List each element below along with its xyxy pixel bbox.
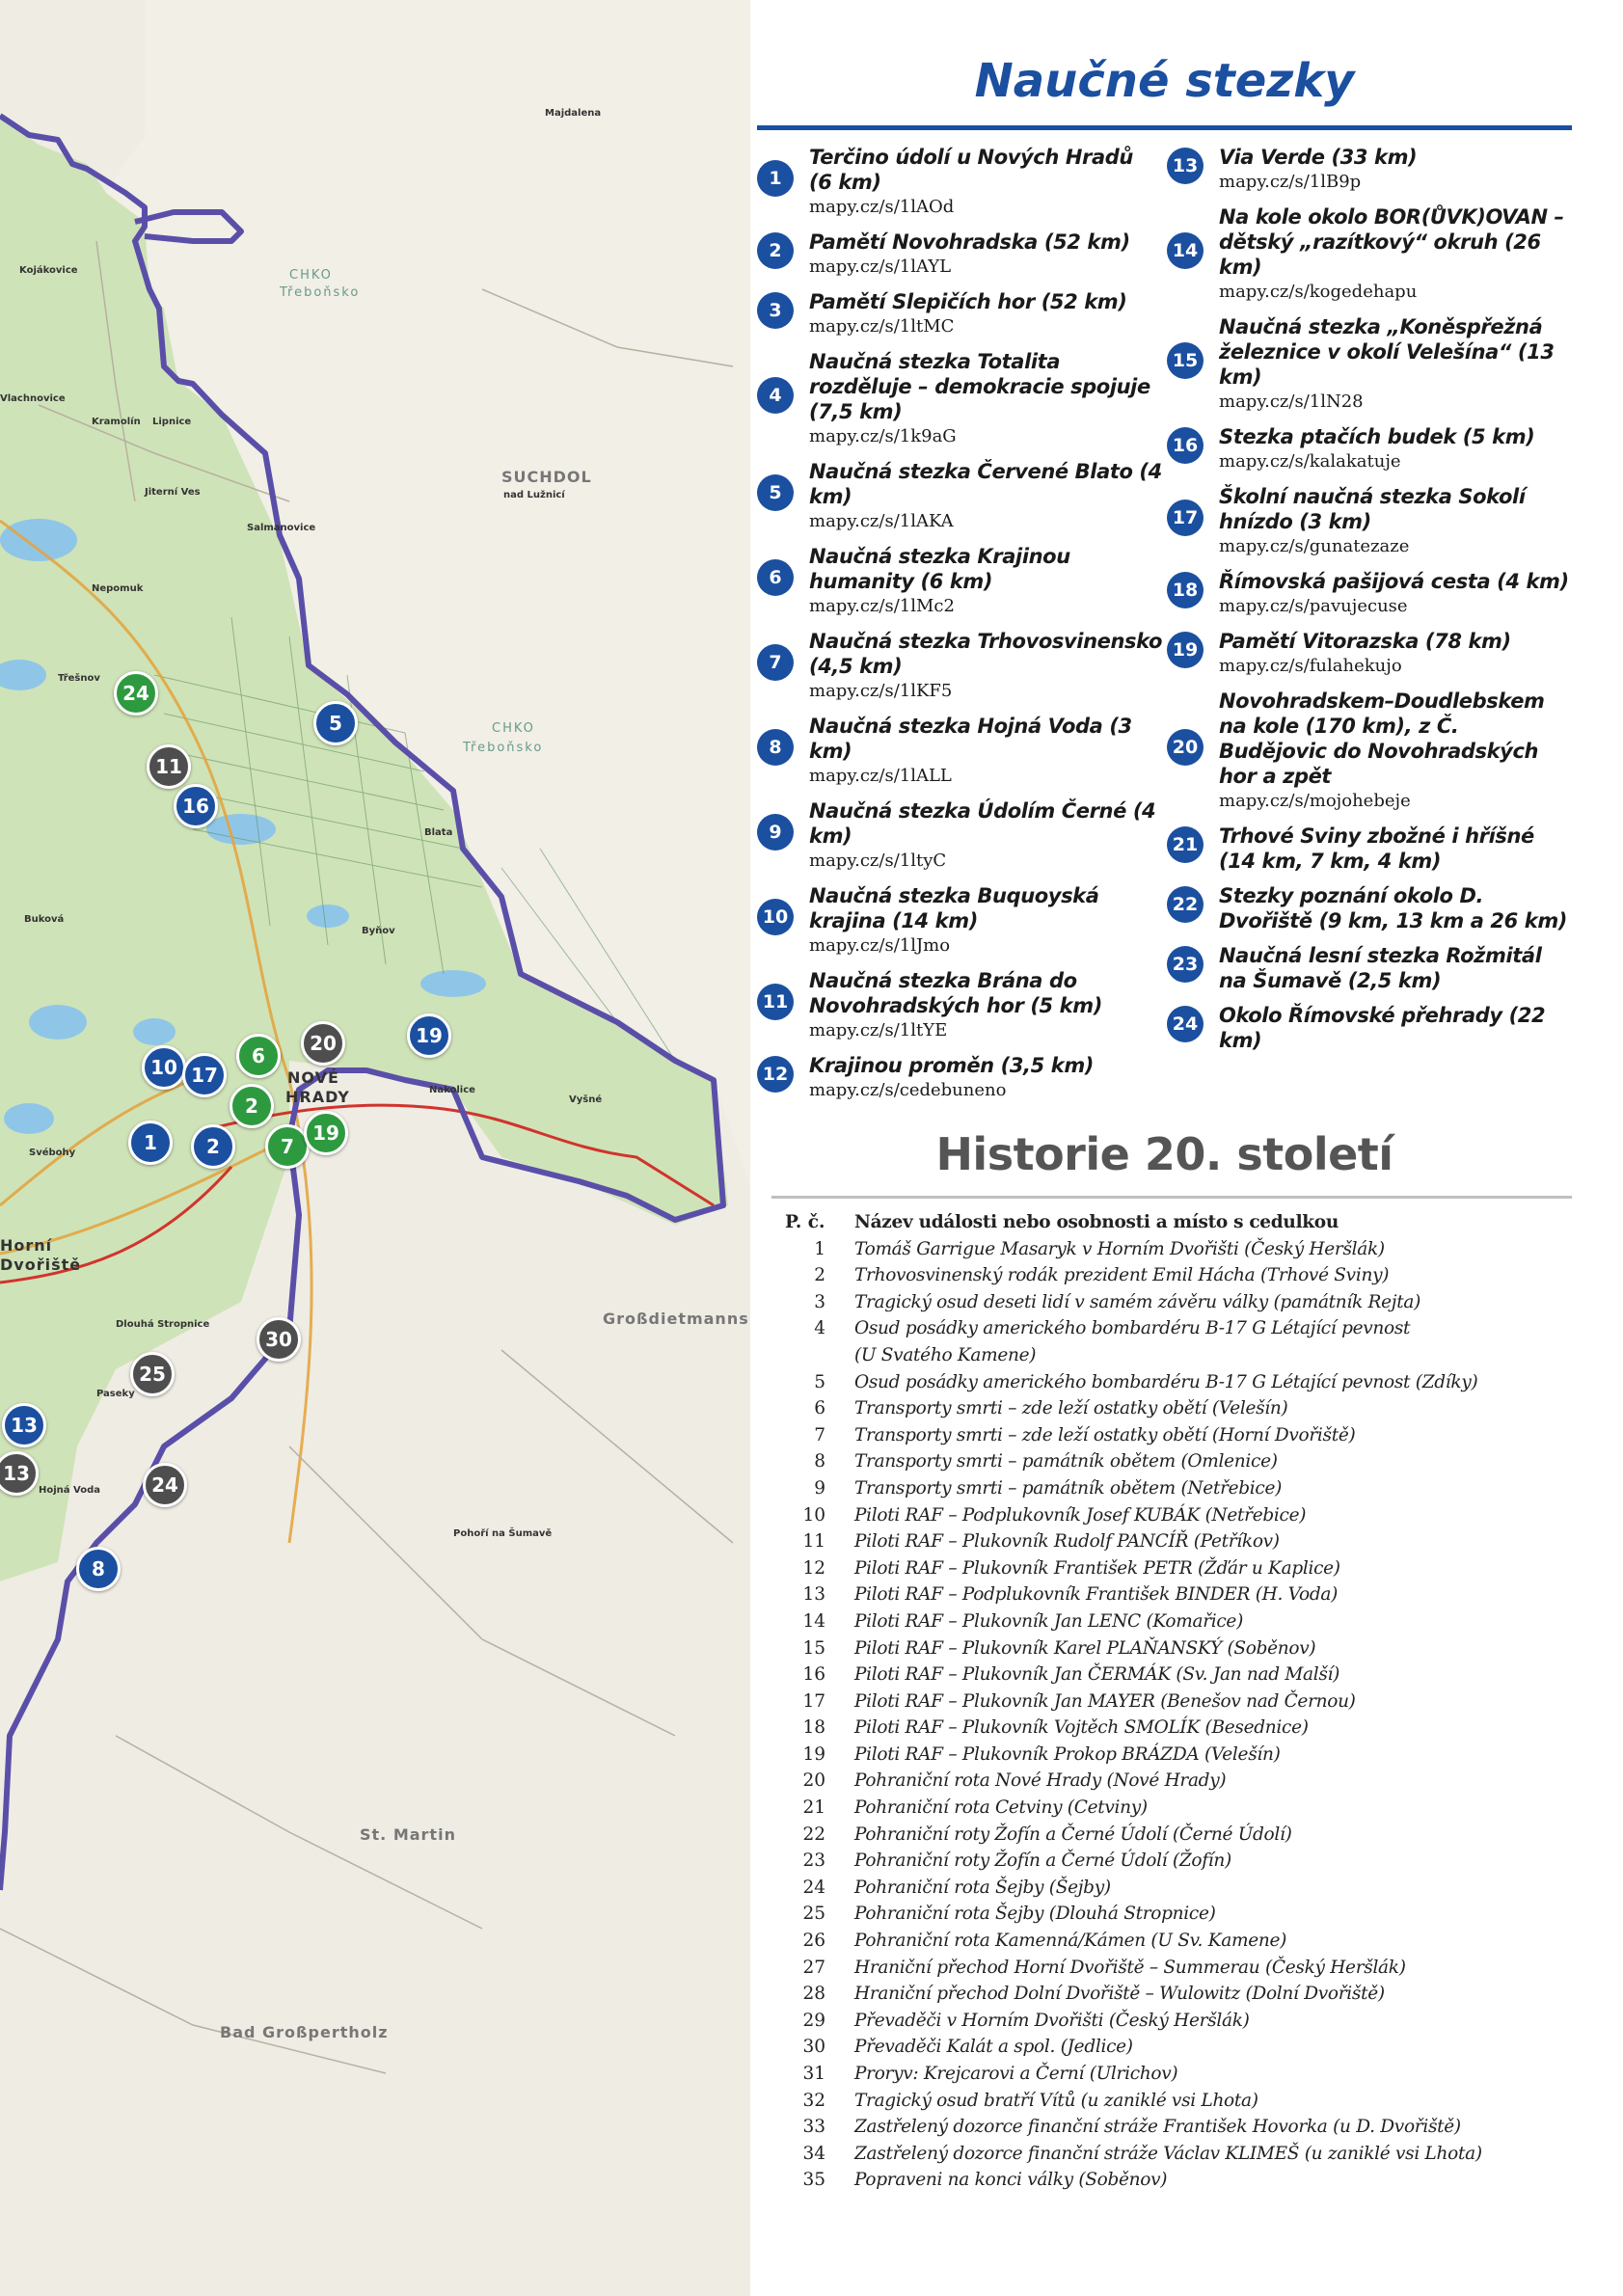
row-text: Pohraniční rota Kamenná/Kámen (U Sv. Kamene) <box>854 1931 1287 1952</box>
map-label: Nakolice <box>429 1085 475 1095</box>
row-text: Trhovosvinenský rodák prezident Emil Hácha (Trhové Sviny) <box>854 1265 1390 1286</box>
map-label: Pohoří na Šumavě <box>453 1528 553 1539</box>
table-row <box>777 1848 1578 1875</box>
row-number: 10 <box>802 1504 825 1526</box>
table-row <box>777 1262 1578 1289</box>
row-number: 1 <box>814 1238 825 1259</box>
trail-name: Okolo Římovské přehrady (22 km) <box>1219 1004 1546 1052</box>
trail-name: Na kole okolo BOR(ŮVK)OVAN – dětský „razítkový“ okruh (26 km) <box>1219 205 1564 279</box>
trail-item <box>1167 424 1572 474</box>
row-text: Tragický osud bratří Vítů (u zaniklé vsi Lhota) <box>854 2090 1258 2111</box>
map-marker[interactable]: 16 <box>174 784 218 828</box>
history-table <box>777 1209 1578 2194</box>
trail-number-badge: 1 <box>757 160 794 197</box>
row-text: Osud posádky amerického bombardéru B-17 G Létající pevnost (Zdíky) <box>854 1371 1478 1392</box>
table-row <box>777 1901 1578 1928</box>
trail-item <box>757 459 1162 534</box>
trail-number-badge: 19 <box>1167 632 1204 668</box>
table-row <box>777 1795 1578 1822</box>
row-number: 24 <box>802 1877 825 1898</box>
row-number: 32 <box>802 2090 825 2111</box>
trail-number-badge: 7 <box>757 644 794 681</box>
row-text: Piloti RAF – Plukovník František PETR (Žďár u Kaplice) <box>854 1557 1340 1579</box>
row-text: Transporty smrti – zde leží ostatky obětí (Velešín) <box>854 1398 1288 1419</box>
trail-link[interactable]: mapy.cz/s/1lAYL <box>809 257 952 277</box>
map-label: Blata <box>424 827 453 838</box>
trail-item <box>1167 145 1572 195</box>
trail-name: Stezka ptačích budek (5 km) <box>1219 425 1535 448</box>
table-row <box>777 1742 1578 1769</box>
row-text: Osud posádky amerického bombardéru B-17 G Létající pevnost <box>854 1318 1411 1339</box>
map-base <box>0 0 750 2296</box>
table-row <box>777 1422 1578 1449</box>
map-marker[interactable]: 13 <box>0 1451 39 1496</box>
trail-name: Naučná stezka Totalita rozděluje – demokracie spojuje (7,5 km) <box>809 350 1150 423</box>
trail-number-badge: 9 <box>757 814 794 851</box>
table-row <box>777 1661 1578 1688</box>
trail-link[interactable]: mapy.cz/s/1lMc2 <box>809 596 955 616</box>
map-marker[interactable]: 13 <box>2 1403 46 1447</box>
map-panel[interactable] <box>0 0 750 2296</box>
map-label: Vlachnovice <box>0 393 66 404</box>
map-label: Bad Großpertholz <box>220 2023 389 2041</box>
table-row <box>777 1688 1578 1715</box>
table-row <box>777 2167 1578 2194</box>
row-number: 16 <box>802 1664 825 1686</box>
row-number: 7 <box>814 1424 825 1445</box>
map-label: St. Martin <box>360 1825 456 1844</box>
map-marker[interactable]: 20 <box>301 1021 345 1066</box>
trail-number-badge: 18 <box>1167 572 1204 608</box>
row-text: Piloti RAF – Plukovník Karel PLAŇANSKÝ (Soběnov) <box>854 1637 1316 1659</box>
trail-number-badge: 22 <box>1167 886 1204 923</box>
row-text: (U Svatého Kamene) <box>854 1344 1037 1365</box>
map-label: CHKO <box>289 268 333 283</box>
trail-link[interactable]: mapy.cz/s/1ltyC <box>809 851 947 871</box>
trail-number-badge: 21 <box>1167 826 1204 863</box>
map-label: Horní <box>0 1236 53 1255</box>
row-text: Pohraniční rota Nové Hrady (Nové Hrady) <box>854 1770 1227 1792</box>
map-marker[interactable]: 19 <box>407 1013 451 1058</box>
table-row <box>777 2088 1578 2115</box>
trail-link[interactable]: mapy.cz/s/1lJmo <box>809 935 951 956</box>
table-row <box>777 1955 1578 1982</box>
row-text: Piloti RAF – Plukovník Vojtěch SMOLÍK (Besednice) <box>854 1717 1309 1739</box>
trail-item <box>757 798 1162 874</box>
row-number: 25 <box>802 1904 825 1925</box>
map-label: Svébohy <box>29 1148 76 1158</box>
trail-item <box>1167 883 1572 933</box>
trail-link[interactable]: mapy.cz/s/1lB9p <box>1219 172 1362 192</box>
trail-item <box>1167 314 1572 415</box>
map-label: Salmanovice <box>247 523 316 533</box>
history-rows <box>777 1236 1578 2194</box>
map-label: Großdietmanns <box>603 1310 749 1328</box>
trail-item <box>1167 569 1572 619</box>
map-marker[interactable]: 24 <box>143 1463 187 1507</box>
trail-number-badge: 5 <box>757 474 794 511</box>
row-text: Pohraniční rota Šejby (Šejby) <box>854 1877 1111 1898</box>
trail-name: Trhové Sviny zbožné i hříšné (14 km, 7 km, 4 km) <box>1219 824 1534 873</box>
trail-list-left <box>757 145 1162 1113</box>
table-row <box>777 2061 1578 2088</box>
row-text: Hraniční přechod Horní Dvořiště – Summerau (Český Heršlák) <box>854 1957 1406 1978</box>
table-row <box>777 2034 1578 2061</box>
trail-name: Naučná stezka Trhovosvinensko (4,5 km) <box>809 630 1162 678</box>
row-number: 35 <box>802 2170 825 2191</box>
row-number: 31 <box>802 2064 825 2084</box>
trail-item <box>1167 943 1572 993</box>
row-text: Převaděči v Horním Dvořišti (Český Heršlák) <box>854 2010 1250 2031</box>
table-row <box>777 1475 1578 1502</box>
row-text: Piloti RAF – Plukovník Rudolf PANCÍŘ (Petříkov) <box>854 1531 1280 1553</box>
row-text: Pohraniční roty Žofín a Černé Údolí (Černé Údolí) <box>854 1823 1292 1845</box>
table-row <box>777 1369 1578 1396</box>
trail-link[interactable]: mapy.cz/s/1ltMC <box>809 316 955 337</box>
row-number: 21 <box>802 1797 825 1819</box>
trail-link[interactable]: mapy.cz/s/1lN28 <box>1219 392 1364 412</box>
map-marker[interactable]: 11 <box>147 744 191 789</box>
row-text: Pohraniční rota Šejby (Dlouhá Stropnice) <box>854 1904 1216 1925</box>
table-row <box>777 1342 1578 1369</box>
trails-title: Naučné stezky <box>974 54 1355 108</box>
row-number: 3 <box>814 1291 825 1312</box>
trail-link[interactable]: mapy.cz/s/1lAKA <box>809 511 954 531</box>
row-number: 27 <box>802 1957 825 1978</box>
map-label: SUCHDOL <box>501 468 592 486</box>
trail-number-badge: 14 <box>1167 232 1204 269</box>
map-label: Hojná Voda <box>39 1485 100 1496</box>
trail-item <box>1167 1003 1572 1053</box>
row-text: Pohraniční roty Žofín a Černé Údolí (Žofín) <box>854 1850 1231 1872</box>
map-label: Kojákovice <box>19 265 78 276</box>
trail-name: Naučná stezka Buquoyská krajina (14 km) <box>809 884 1099 932</box>
trail-number-badge: 8 <box>757 729 794 766</box>
map-label: Dvořiště <box>0 1256 82 1274</box>
row-number: 18 <box>802 1717 825 1739</box>
trail-item <box>757 968 1162 1043</box>
row-text: Zastřelený dozorce finanční stráže Václav KLIMEŠ (u zaniklé vsi Lhota) <box>854 2143 1482 2164</box>
trail-number-badge: 13 <box>1167 148 1204 184</box>
map-label: Lipnice <box>152 417 192 427</box>
map-marker[interactable]: 25 <box>130 1352 175 1396</box>
row-number: 2 <box>814 1265 825 1286</box>
map-label: Třeboňsko <box>463 741 544 755</box>
trail-name: Krajinou proměn (3,5 km) <box>809 1054 1094 1077</box>
row-text: Piloti RAF – Podplukovník František BINDER (H. Voda) <box>854 1584 1339 1606</box>
trail-number-badge: 20 <box>1167 729 1204 766</box>
trail-item <box>1167 824 1572 874</box>
row-number: 28 <box>802 1984 825 2005</box>
trail-name: Naučná stezka Brána do Novohradských hor (5 km) <box>809 969 1102 1017</box>
map-label: Paseky <box>96 1389 135 1399</box>
row-text: Popraveni na konci války (Soběnov) <box>854 2170 1168 2191</box>
table-row <box>777 2008 1578 2035</box>
map-label: Dlouhá Stropnice <box>116 1319 210 1330</box>
row-number: 33 <box>802 2117 825 2138</box>
trail-number-badge: 12 <box>757 1056 794 1093</box>
table-row <box>777 1581 1578 1608</box>
trail-link[interactable]: mapy.cz/s/1ltYE <box>809 1020 948 1040</box>
trail-name: Pamětí Novohradska (52 km) <box>809 230 1130 254</box>
table-row <box>777 1395 1578 1422</box>
map-marker[interactable]: 30 <box>257 1317 301 1362</box>
title-divider <box>771 1196 1572 1199</box>
table-row <box>777 1528 1578 1555</box>
row-text: Piloti RAF – Plukovník Jan ČERMÁK (Sv. Jan nad Malší) <box>854 1664 1340 1686</box>
trail-item <box>757 289 1162 339</box>
row-number: 34 <box>802 2143 825 2164</box>
row-text: Zastřelený dozorce finanční stráže František Hovorka (u D. Dvořiště) <box>854 2117 1461 2138</box>
map-marker[interactable]: 17 <box>182 1053 227 1097</box>
row-number: 6 <box>814 1398 825 1419</box>
row-number: 11 <box>802 1531 825 1553</box>
map-label: Vyšné <box>569 1094 603 1105</box>
trail-item <box>757 349 1162 449</box>
table-row <box>777 1822 1578 1849</box>
trail-link[interactable]: mapy.cz/s/kogedehapu <box>1219 282 1418 302</box>
trail-name: Via Verde (33 km) <box>1219 146 1418 169</box>
map-marker[interactable]: 2 <box>230 1084 274 1128</box>
trail-link[interactable]: mapy.cz/s/mojohebeje <box>1219 791 1411 811</box>
table-row <box>777 1448 1578 1475</box>
trail-link[interactable]: mapy.cz/s/1lKF5 <box>809 681 953 701</box>
row-number: 14 <box>802 1610 825 1632</box>
row-number: 4 <box>814 1318 825 1339</box>
row-number: 12 <box>802 1557 825 1579</box>
trail-name: Naučná stezka „Koněspřežná železnice v okolí Velešína“ (13 km) <box>1219 315 1555 389</box>
trail-number-badge: 4 <box>757 377 794 414</box>
map-marker[interactable]: 1 <box>128 1121 173 1165</box>
trail-link[interactable]: mapy.cz/s/1lAOd <box>809 197 955 217</box>
column-header-number: P. č. <box>785 1212 825 1232</box>
row-number: 26 <box>802 1931 825 1952</box>
table-row <box>777 1555 1578 1582</box>
trail-number-badge: 11 <box>757 984 794 1020</box>
table-row <box>777 1502 1578 1529</box>
trail-number-badge: 6 <box>757 559 794 596</box>
trail-name: Pamětí Vitorazska (78 km) <box>1219 630 1511 653</box>
map-label: Třešnov <box>58 673 100 684</box>
table-row <box>777 2141 1578 2168</box>
row-number: 17 <box>802 1690 825 1712</box>
trail-link[interactable]: mapy.cz/s/1k9aG <box>809 426 957 446</box>
row-text: Piloti RAF – Plukovník Jan LENC (Komařice) <box>854 1610 1243 1632</box>
trail-item <box>757 883 1162 959</box>
row-text: Piloti RAF – Podplukovník Josef KUBÁK (Netřebice) <box>854 1504 1307 1526</box>
trail-item <box>757 145 1162 220</box>
trail-item <box>757 714 1162 789</box>
map-label: nad Lužnicí <box>503 490 565 500</box>
trail-link[interactable]: mapy.cz/s/gunatezaze <box>1219 536 1410 556</box>
map-marker[interactable]: 19 <box>304 1111 348 1155</box>
trail-item <box>757 629 1162 704</box>
row-number: 19 <box>802 1743 825 1765</box>
trail-item <box>757 1053 1162 1103</box>
trail-name: Naučná stezka Červené Blato (4 km) <box>809 460 1162 508</box>
trail-name: Naučná stezka Hojná Voda (3 km) <box>809 715 1132 763</box>
trail-name: Pamětí Slepičích hor (52 km) <box>809 290 1127 313</box>
row-number: 13 <box>802 1584 825 1606</box>
trail-name: Terčino údolí u Nových Hradů (6 km) <box>809 146 1133 194</box>
map-label: Kramolín <box>92 417 141 427</box>
trail-name: Naučná lesní stezka Rožmitál na Šumavě (2,5 km) <box>1219 944 1542 992</box>
trail-item <box>1167 689 1572 814</box>
row-number: 23 <box>802 1850 825 1872</box>
row-text: Tomáš Garrigue Masaryk v Horním Dvořišti (Český Heršlák) <box>854 1238 1385 1259</box>
column-header-name: Název události nebo osobnosti a místo s cedulkou <box>854 1212 1339 1232</box>
row-number: 15 <box>802 1637 825 1659</box>
row-text: Proryv: Krejcarovi a Černí (Ulrichov) <box>854 2064 1178 2084</box>
map-label: Třeboňsko <box>280 285 361 300</box>
row-text: Transporty smrti – památník obětem (Omlenice) <box>854 1451 1278 1472</box>
trail-number-badge: 23 <box>1167 946 1204 983</box>
trail-link[interactable]: mapy.cz/s/pavujecuse <box>1219 596 1408 616</box>
row-text: Piloti RAF – Plukovník Jan MAYER (Benešov nad Černou) <box>854 1690 1356 1712</box>
row-number: 9 <box>814 1477 825 1499</box>
map-label: HRADY <box>285 1088 350 1106</box>
trail-item <box>1167 204 1572 305</box>
trail-name: Školní naučná stezka Sokolí hnízdo (3 km) <box>1219 485 1526 533</box>
table-row <box>777 1236 1578 1263</box>
row-number: 5 <box>814 1371 825 1392</box>
trail-item <box>757 230 1162 280</box>
trail-link[interactable]: mapy.cz/s/fulahekujo <box>1219 656 1402 676</box>
trail-number-badge: 15 <box>1167 342 1204 379</box>
table-row <box>777 1875 1578 1902</box>
table-row <box>777 1715 1578 1742</box>
history-title: Historie 20. století <box>935 1128 1393 1180</box>
trail-name: Stezky poznání okolo D. Dvořiště (9 km, 13 km a 26 km) <box>1219 884 1568 932</box>
trail-link[interactable]: mapy.cz/s/kalakatuje <box>1219 451 1401 472</box>
map-marker[interactable]: 2 <box>191 1124 235 1169</box>
title-divider <box>757 125 1572 130</box>
table-header-row <box>777 1209 1578 1236</box>
row-number: 20 <box>802 1770 825 1792</box>
map-marker[interactable]: 6 <box>236 1034 281 1078</box>
trail-number-badge: 10 <box>757 899 794 935</box>
map-marker[interactable]: 7 <box>265 1124 310 1169</box>
map-label: Nepomuk <box>92 583 144 594</box>
row-text: Tragický osud deseti lidí v samém závěru války (památník Rejta) <box>854 1291 1421 1312</box>
table-row <box>777 1608 1578 1635</box>
row-number: 8 <box>814 1451 825 1472</box>
trail-name: Římovská pašijová cesta (4 km) <box>1219 570 1569 593</box>
row-text: Transporty smrti – památník obětem (Netřebice) <box>854 1477 1283 1499</box>
table-row <box>777 1315 1578 1342</box>
row-text: Převaděči Kalát a spol. (Jedlice) <box>854 2037 1133 2058</box>
table-row <box>777 2114 1578 2141</box>
trail-number-badge: 2 <box>757 232 794 269</box>
trail-number-badge: 3 <box>757 292 794 329</box>
map-label: Buková <box>24 914 65 925</box>
table-row <box>777 1768 1578 1795</box>
trail-name: Naučná stezka Krajinou humanity (6 km) <box>809 545 1070 593</box>
row-text: Hraniční přechod Dolní Dvořiště – Wulowitz (Dolní Dvořiště) <box>854 1984 1385 2005</box>
trail-number-badge: 16 <box>1167 427 1204 464</box>
map-label: Jiterní Ves <box>145 487 201 498</box>
map-marker[interactable]: 8 <box>76 1547 121 1591</box>
map-marker[interactable]: 10 <box>142 1045 186 1090</box>
table-row <box>777 1981 1578 2008</box>
trail-link[interactable]: mapy.cz/s/cedebuneno <box>809 1080 1007 1100</box>
table-row <box>777 1289 1578 1316</box>
trail-name: Naučná stezka Údolím Černé (4 km) <box>809 799 1156 848</box>
row-number: 30 <box>802 2037 825 2058</box>
trail-item <box>757 544 1162 619</box>
map-label: Majdalena <box>545 108 602 119</box>
map-marker[interactable]: 5 <box>313 701 358 745</box>
trail-item <box>1167 629 1572 679</box>
trail-list-right <box>1167 145 1572 1063</box>
trail-number-badge: 17 <box>1167 500 1204 536</box>
map-label: CHKO <box>492 721 535 736</box>
row-text: Pohraniční rota Cetviny (Cetviny) <box>854 1797 1148 1819</box>
map-marker[interactable]: 24 <box>114 671 158 716</box>
row-text: Transporty smrti – zde leží ostatky obětí (Horní Dvořiště) <box>854 1424 1356 1445</box>
table-row <box>777 1635 1578 1662</box>
trail-item <box>1167 484 1572 559</box>
map-label: NOVÉ <box>287 1068 339 1087</box>
trail-link[interactable]: mapy.cz/s/1lALL <box>809 766 952 786</box>
table-row <box>777 1928 1578 1955</box>
row-number: 29 <box>802 2010 825 2031</box>
trail-number-badge: 24 <box>1167 1006 1204 1042</box>
map-label: Byňov <box>362 926 395 936</box>
row-text: Piloti RAF – Plukovník Prokop BRÁZDA (Velešín) <box>854 1743 1281 1765</box>
row-number: 22 <box>802 1823 825 1845</box>
trail-name: Novohradskem–Doudlebskem na kole (170 km), z Č. Budějovic do Novohradských hor a zpět <box>1219 689 1545 788</box>
